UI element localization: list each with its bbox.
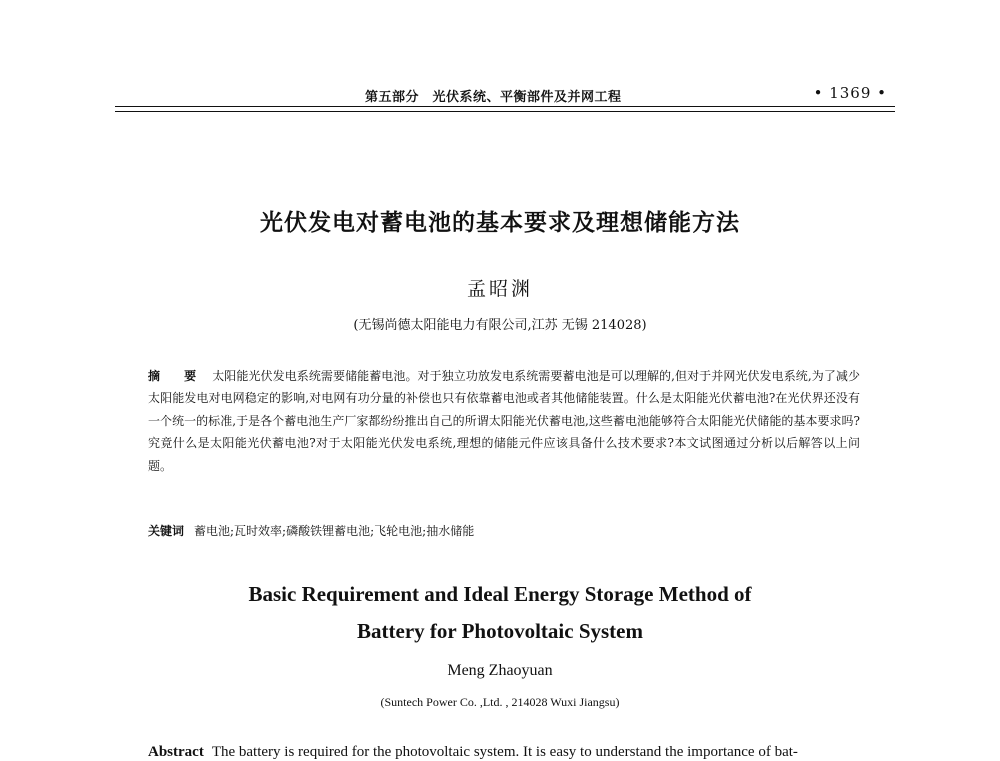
author-affiliation-en: (Suntech Power Co. ,Ltd. , 214028 Wuxi Jiangsu) (380, 695, 620, 709)
page-number: • 1369 • (813, 84, 887, 102)
keywords-label-cn: 关键词 (148, 524, 185, 538)
author-name-cn: 孟昭渊 (466, 278, 533, 300)
article-title-en-line2: Battery for Photovoltaic System (357, 619, 643, 643)
keywords-cn (148, 520, 860, 542)
header-rule-bottom (115, 111, 895, 112)
article-title-cn: 光伏发电对蓄电池的基本要求及理想储能方法 (260, 210, 740, 236)
header-rule-top (115, 106, 895, 107)
author-name-en: Meng Zhaoyuan (447, 662, 553, 679)
running-header (115, 83, 895, 105)
abstract-label-en: Abstract (148, 744, 204, 760)
keywords-text-cn: 蓄电池;瓦时效率;磷酸铁锂蓄电池;飞轮电池;抽水储能 (194, 524, 475, 538)
author-affiliation-cn: (无锡尚德太阳能电力有限公司,江苏 无锡 214028) (353, 318, 647, 333)
abstract-en (148, 744, 878, 761)
abstract-label-cn: 摘 要 (148, 369, 203, 383)
abstract-cn (148, 365, 860, 477)
running-section-title: 第五部分 光伏系统、平衡部件及并网工程 (365, 90, 622, 105)
article-title-en-line1: Basic Requirement and Ideal Energy Storage Method of (248, 582, 752, 606)
abstract-text-cn: 太阳能光伏发电系统需要储能蓄电池。对于独立功放发电系统需要蓄电池是可以理解的,但对于并网光伏发电系统,为了减少太阳能发电对电网稳定的影响,对电网有功分量的补偿也只有依靠蓄电池或者其他储能装置。什么是太阳能光伏蓄电池?在光伏界还没有一个统一的标准,于是各个蓄电池生产厂家都纷纷推出自己的所谓太阳能光伏蓄电池,这些蓄电池能够符合太阳能光伏储能的基本要求吗?究竟什么是太阳能光伏蓄电池?对于太阳能光伏发电系统,理想的储能元件应该具备什么技术要求?本文试图通过分析以后解答以上问题。 (148, 369, 860, 473)
article-title-en (150, 576, 850, 650)
abstract-text-en: The battery is required for the photovoltaic system. It is easy to understand the importance of bat- (211, 744, 798, 760)
